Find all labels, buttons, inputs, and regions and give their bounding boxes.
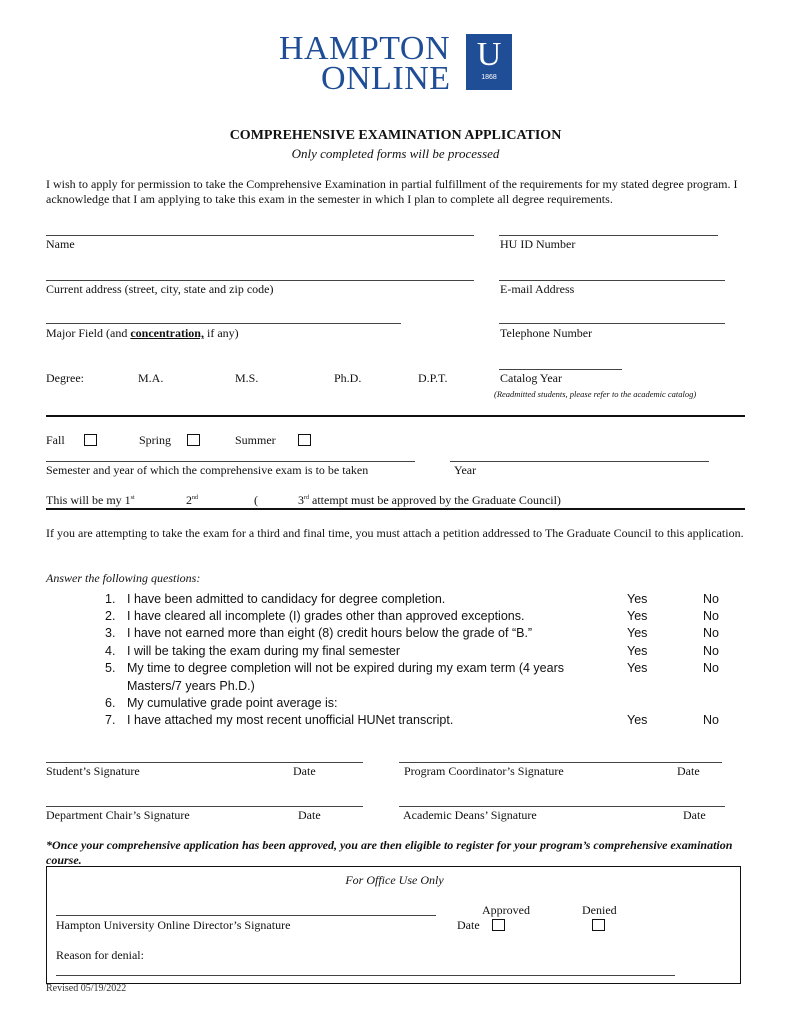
no-option[interactable]: No <box>703 713 719 727</box>
question-text: I will be taking the exam during my final semester <box>127 644 401 658</box>
semester-line[interactable] <box>46 461 415 462</box>
hu-id-line[interactable] <box>499 235 718 236</box>
attempt-sup3: rd <box>304 495 309 501</box>
question-7 <box>105 713 745 727</box>
dean-signature-line[interactable] <box>399 806 725 807</box>
question-num: 3. <box>105 626 116 640</box>
question-text: I have been admitted to candidacy for degree completion. <box>127 592 446 606</box>
dean-signature-label: Academic Deans’ Signature <box>403 808 537 822</box>
yes-option[interactable]: Yes <box>627 609 648 623</box>
attempt-sup1: st <box>130 495 135 501</box>
questions-heading: Answer the following questions: <box>46 571 201 585</box>
summer-label: Summer <box>235 433 276 447</box>
logo-shield <box>466 34 512 90</box>
yes-option[interactable]: Yes <box>627 713 648 727</box>
address-label: Current address (street, city, state and zip code) <box>46 282 274 296</box>
degree-dpt[interactable]: D.P.T. <box>418 371 448 385</box>
logo-line-hampton: HAMPTON <box>279 30 451 67</box>
question-5 <box>105 661 745 675</box>
question-num: 5. <box>105 661 116 675</box>
student-signature-line[interactable] <box>46 762 363 763</box>
attempt-paren: ( <box>254 493 258 507</box>
name-line[interactable] <box>46 235 474 236</box>
approval-note: *Once your comprehensive application has been approved, you are then eligible to register for your program’s comprehensive examination course. <box>46 838 733 867</box>
logo-line-online: ONLINE <box>321 60 451 97</box>
catalog-year-label: Catalog Year <box>500 371 562 385</box>
question-text: My cumulative grade point average is: <box>127 696 338 710</box>
major-label-suffix: if any) <box>203 326 239 340</box>
question-text: I have not earned more than eight (8) credit hours below the grade of “B.” <box>127 626 533 640</box>
no-option[interactable]: No <box>703 609 719 623</box>
attempt-second[interactable] <box>186 493 198 508</box>
third-time-note: If you are attempting to take the exam for a third and final time, you must attach a petition addressed to The Graduate Council to this application. <box>46 526 744 540</box>
major-label-prefix: Major Field (and <box>46 326 131 340</box>
catalog-note: (Readmitted students, please refer to the academic catalog) <box>494 389 697 399</box>
office-use-box <box>46 866 741 984</box>
degree-label: Degree: <box>46 371 84 385</box>
question-num: 7. <box>105 713 116 727</box>
question-text: My time to degree completion will not be expired during my exam term (4 years <box>127 661 564 675</box>
spring-label: Spring <box>139 433 172 447</box>
question-num: 1. <box>105 592 116 606</box>
summer-checkbox[interactable] <box>298 434 311 446</box>
semester-year-label: Semester and year of which the comprehensive exam is to be taken <box>46 463 369 477</box>
major-label <box>46 326 239 341</box>
no-option[interactable]: No <box>703 626 719 640</box>
section-divider-1 <box>46 415 745 417</box>
question-3 <box>105 626 745 640</box>
yes-option[interactable]: Yes <box>627 626 648 640</box>
coordinator-signature-line[interactable] <box>399 762 722 763</box>
question-1 <box>105 592 745 606</box>
attempt-second-num: 2 <box>186 493 192 507</box>
no-option[interactable]: No <box>703 592 719 606</box>
question-6 <box>105 696 745 710</box>
major-label-bold: concentration, <box>130 326 204 340</box>
logo-shield-letter: U <box>476 36 502 73</box>
yes-option[interactable]: Yes <box>627 661 648 675</box>
address-line[interactable] <box>46 280 474 281</box>
attempt-third-num: 3 <box>298 493 304 507</box>
intro-paragraph: I wish to apply for permission to take the Comprehensive Examination in partial fulfillment of the requirements for my stated degree program. I acknowledge that I am applying to take this exam in the semester in which I plan to complete all degree requirements. <box>46 177 738 206</box>
question-num: 4. <box>105 644 116 658</box>
director-signature-label: Hampton University Online Director’s Signature <box>56 918 291 932</box>
approved-label: Approved <box>482 903 530 917</box>
reason-for-denial-label: Reason for denial: <box>56 948 144 962</box>
reason-for-denial-line[interactable] <box>56 975 675 976</box>
phone-line[interactable] <box>499 323 725 324</box>
spring-checkbox[interactable] <box>187 434 200 446</box>
question-num: 2. <box>105 609 116 623</box>
question-text: I have cleared all incomplete (I) grades other than approved exceptions. <box>127 609 525 623</box>
question-num: 6. <box>105 696 116 710</box>
coordinator-signature-label: Program Coordinator’s Signature <box>404 764 564 778</box>
name-label: Name <box>46 237 75 251</box>
degree-phd[interactable]: Ph.D. <box>334 371 362 385</box>
yes-option[interactable]: Yes <box>627 644 648 658</box>
student-signature-label: Student’s Signature <box>46 764 140 778</box>
question-5-continued: Masters/7 years Ph.D.) <box>127 679 255 693</box>
major-line[interactable] <box>46 323 401 324</box>
year-line[interactable] <box>450 461 709 462</box>
hu-id-label: HU ID Number <box>500 237 576 251</box>
denied-label: Denied <box>582 903 617 917</box>
question-2 <box>105 609 745 623</box>
email-line[interactable] <box>499 280 725 281</box>
revised-date: Revised 05/19/2022 <box>46 983 127 994</box>
coordinator-date-label: Date <box>677 764 700 778</box>
student-date-label: Date <box>293 764 316 778</box>
attempt-third[interactable] <box>298 493 561 508</box>
approved-checkbox[interactable] <box>492 919 505 931</box>
no-option[interactable]: No <box>703 661 719 675</box>
fall-checkbox[interactable] <box>84 434 97 446</box>
yes-option[interactable]: Yes <box>627 592 648 606</box>
degree-ma[interactable]: M.A. <box>138 371 164 385</box>
section-divider-2 <box>46 508 745 510</box>
email-label: E-mail Address <box>500 282 575 296</box>
no-option[interactable]: No <box>703 644 719 658</box>
fall-label: Fall <box>46 433 65 447</box>
dept-chair-date-label: Date <box>298 808 321 822</box>
phone-label: Telephone Number <box>500 326 593 340</box>
office-use-heading: For Office Use Only <box>345 873 444 887</box>
attempt-first[interactable] <box>46 493 135 507</box>
dean-date-label: Date <box>683 808 706 822</box>
attempt-third-suffix: attempt must be approved by the Graduate Council) <box>309 493 561 507</box>
question-text: I have attached my most recent unofficial HUNet transcript. <box>127 713 454 727</box>
denied-checkbox[interactable] <box>592 919 605 931</box>
dept-chair-signature-line[interactable] <box>46 806 363 807</box>
page-subtitle: Only completed forms will be processed <box>291 146 500 161</box>
attempt-sup2: nd <box>192 495 198 501</box>
logo-shield-year: 1868 <box>481 74 497 81</box>
catalog-year-line[interactable] <box>499 369 622 370</box>
page-title: COMPREHENSIVE EXAMINATION APPLICATION <box>229 128 562 143</box>
attempt-line <box>46 493 746 508</box>
year-label: Year <box>454 463 477 477</box>
attempt-prefix: This will be my 1 <box>46 493 131 507</box>
director-signature-line[interactable] <box>56 915 436 916</box>
degree-ms[interactable]: M.S. <box>235 371 259 385</box>
dept-chair-signature-label: Department Chair’s Signature <box>46 808 190 822</box>
office-date-label: Date <box>457 918 480 932</box>
question-4 <box>105 644 745 658</box>
